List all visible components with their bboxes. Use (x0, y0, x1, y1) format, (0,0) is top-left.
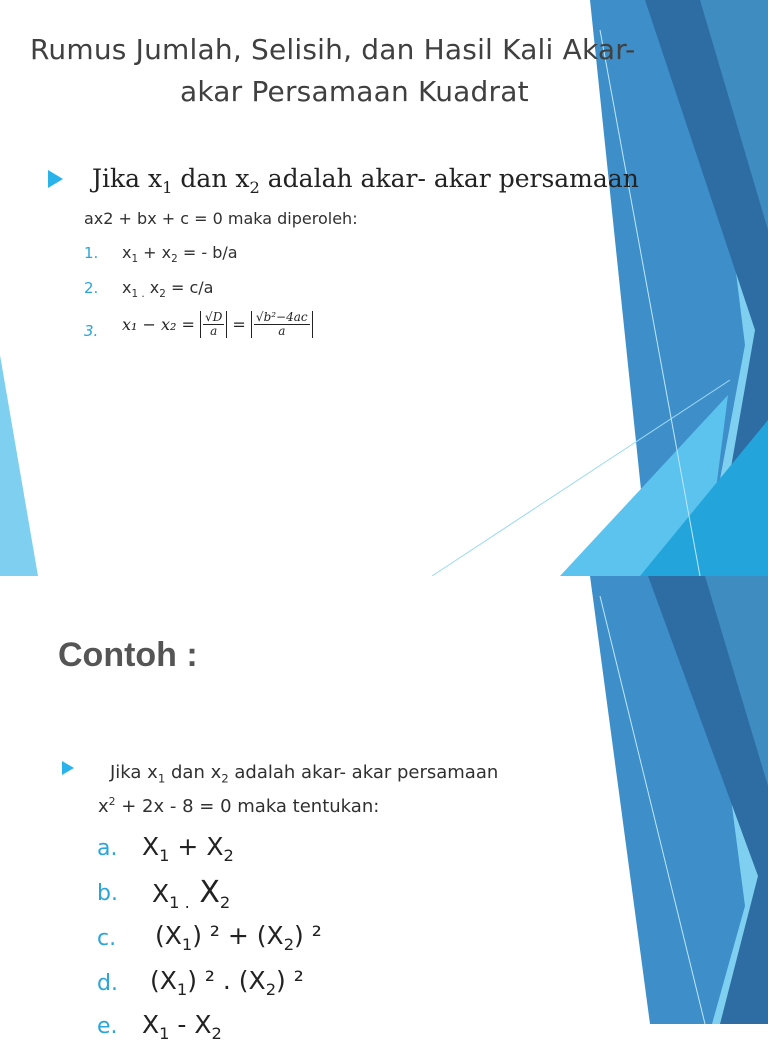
equation-line: ax2 + bx + c = 0 maka diperoleh: (84, 209, 358, 228)
item-label: b. (97, 881, 118, 906)
item-label: d. (97, 971, 118, 996)
bullet-arrow-icon (62, 761, 74, 775)
slide-title-line-1: Rumus Jumlah, Selisih, dan Hasil Kali Akar- (30, 33, 636, 66)
intro-sentence: Jika $x_1$ dan $x_2$ adalah akar- akar persamaan (110, 762, 499, 786)
list-number: 1. (84, 244, 99, 262)
slide-title-line-2: akar Persamaan Kuadrat (180, 75, 529, 108)
formula-product: $x_{1 .}$ $x_2 = c/a$ (122, 278, 214, 301)
formula-difference: x₁ − x₂ = $\frac{√D}{a}$ = $\frac{\text{√b²−4ac}}{a}$ (122, 311, 313, 338)
item-expression: $X_{1 .}$ $X_2$ (152, 875, 231, 912)
item-label: e. (97, 1014, 118, 1039)
item-label: a. (97, 836, 118, 861)
item-expression: $(X_1)$ ² . $(X_2)$ ² (150, 966, 304, 999)
bullet-arrow-icon (48, 170, 63, 188)
item-expression: $(X_1) ^2 + (X_2)$ ² (155, 921, 322, 954)
intro-sentence: Jika $x_1$ dan $x_2$ adalah akar- akar persamaan (92, 164, 639, 197)
item-label: c. (97, 926, 117, 951)
list-number: 2. (84, 279, 99, 297)
equation-line: $x^2 + 2x - 8 = 0$ maka tentukan: (98, 795, 380, 817)
slide-2 (0, 576, 768, 1043)
item-expression: $X_1 + X_2$ (142, 832, 234, 865)
list-number: 3. (84, 322, 99, 340)
formula-sum: $x_1 + x_2$ = - b/a (122, 243, 238, 266)
example-heading: Contoh : (58, 636, 198, 674)
item-expression: $X_1 - X_2$ (142, 1010, 222, 1043)
